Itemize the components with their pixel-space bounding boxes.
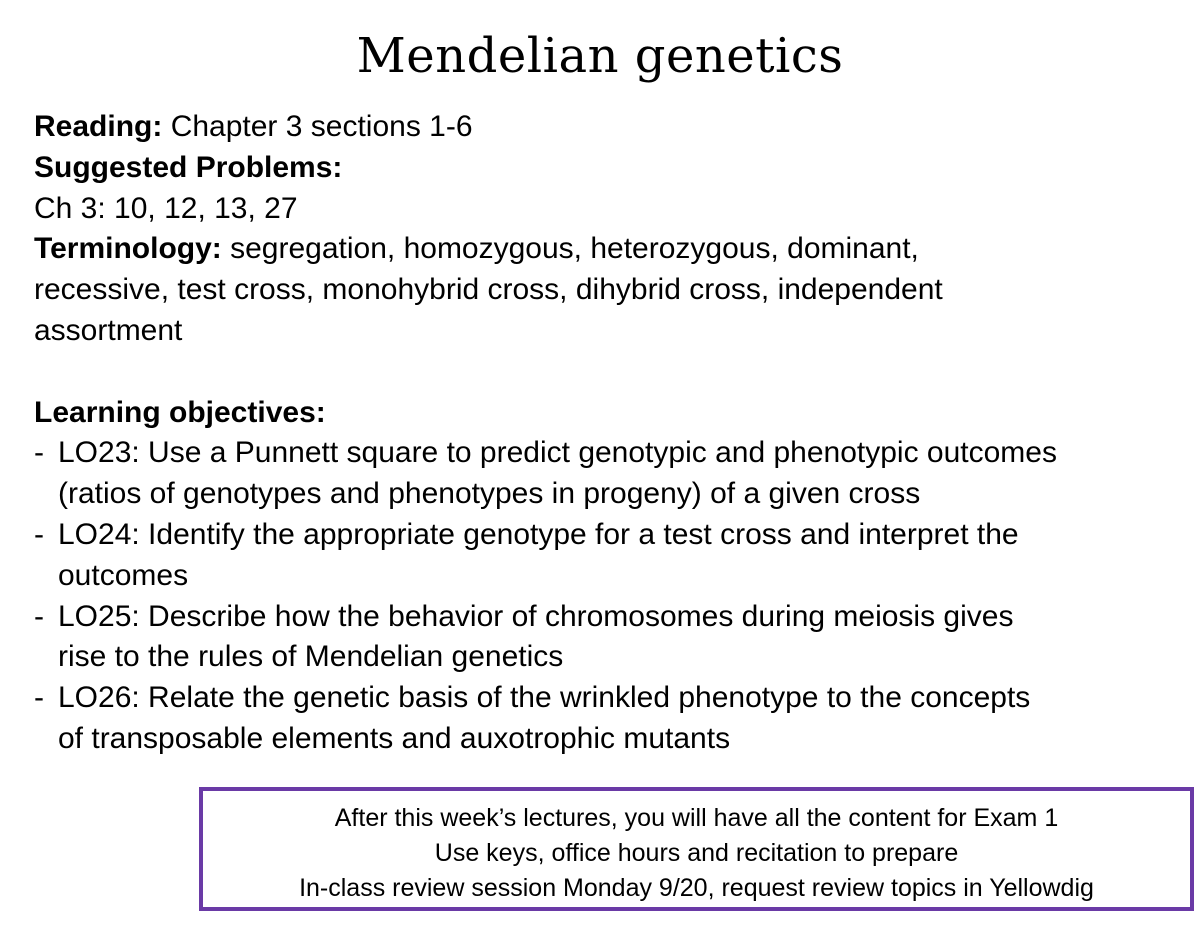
terminology-line-3: assortment	[34, 313, 183, 347]
dash-bullet: -	[34, 436, 44, 470]
terminology-text-1: segregation, homozygous, heterozygous, dominant,	[230, 232, 919, 266]
suggested-problems-value: Ch 3: 10, 12, 13, 27	[34, 191, 298, 225]
lo-line-1: LO25: Describe how the behavior of chromosomes during meiosis gives	[58, 599, 1014, 633]
dash-bullet: -	[34, 681, 44, 715]
lo-line-1: LO23: Use a Punnett square to predict genotypic and phenotypic outcomes	[58, 436, 1057, 470]
lo-line-2: (ratios of genotypes and phenotypes in progeny) of a given cross	[58, 477, 921, 511]
list-item	[34, 433, 1184, 515]
spacer	[34, 352, 1184, 393]
lo-line-2: outcomes	[58, 558, 189, 592]
terminology-line-2: recessive, test cross, monohybrid cross, dihybrid cross, independent	[34, 273, 943, 307]
list-item	[34, 597, 1184, 679]
terminology-label: Terminology:	[34, 232, 222, 266]
lo-line-2: of transposable elements and auxotrophic mutants	[58, 721, 731, 755]
lo-line-1: LO24: Identify the appropriate genotype for a test cross and interpret the	[58, 517, 1019, 551]
notice-line-review: In-class review session Monday 9/20, request review topics in Yellowdig	[299, 874, 1094, 902]
dash-bullet: -	[34, 599, 44, 633]
notice-line-prepare: Use keys, office hours and recitation to prepare	[434, 839, 959, 867]
slide-title: Mendelian genetics	[356, 28, 844, 84]
dash-bullet: -	[34, 517, 44, 551]
exam-notice-box	[199, 787, 1194, 911]
notice-line-exam: After this week’s lectures, you will have all the content for Exam 1	[334, 804, 1059, 832]
learning-objectives-list	[34, 433, 1184, 759]
reading-label: Reading:	[34, 110, 163, 143]
learning-objectives-heading	[34, 393, 1184, 434]
lo-line-2: rise to the rules of Mendelian genetics	[58, 640, 564, 674]
list-item	[34, 515, 1184, 597]
suggested-problems-line	[34, 148, 1184, 189]
reading-line	[34, 107, 1184, 148]
lo-line-1: LO26: Relate the genetic basis of the wrinkled phenotype to the concepts	[58, 681, 1031, 715]
suggested-problems-label: Suggested Problems:	[34, 150, 343, 184]
list-item	[34, 678, 1184, 760]
slide-body	[34, 107, 1184, 760]
terminology-line-1	[34, 229, 1184, 270]
learning-objectives-label: Learning objectives:	[34, 395, 326, 429]
reading-value: Chapter 3 sections 1-6	[170, 110, 473, 143]
